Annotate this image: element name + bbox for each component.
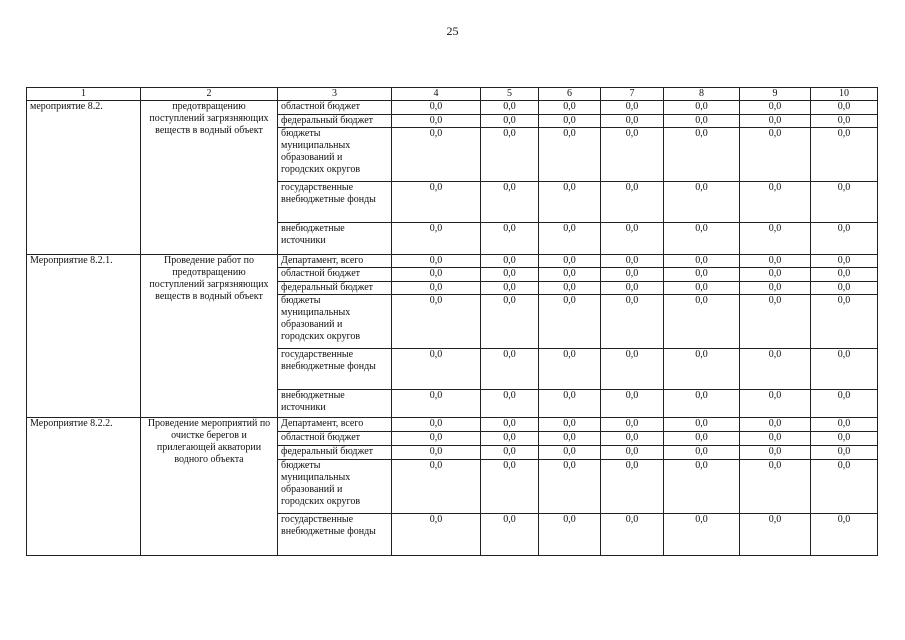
value-cell: 0,0: [539, 255, 601, 268]
column-header: 8: [664, 88, 740, 101]
value-cell: 0,0: [481, 418, 539, 432]
value-cell: 0,0: [740, 128, 811, 182]
value-cell: 0,0: [481, 282, 539, 295]
value-cell: 0,0: [392, 115, 481, 128]
funding-source: областной бюджет: [278, 101, 392, 115]
value-cell: 0,0: [601, 460, 664, 514]
value-cell: 0,0: [664, 349, 740, 390]
column-header: 2: [141, 88, 278, 101]
measure-name: Мероприятие 8.2.2.: [27, 418, 141, 556]
value-cell: 0,0: [601, 390, 664, 418]
value-cell: 0,0: [539, 101, 601, 115]
value-cell: 0,0: [740, 255, 811, 268]
value-cell: 0,0: [539, 223, 601, 255]
value-cell: 0,0: [740, 223, 811, 255]
value-cell: 0,0: [601, 128, 664, 182]
value-cell: 0,0: [601, 223, 664, 255]
measure-name: мероприятие 8.2.: [27, 101, 141, 255]
measure-description: Проведение работ по предотвращению поступлений загрязняющих веществ в водный объект: [141, 255, 278, 418]
value-cell: 0,0: [539, 268, 601, 282]
value-cell: 0,0: [601, 295, 664, 349]
value-cell: 0,0: [539, 115, 601, 128]
funding-source: областной бюджет: [278, 432, 392, 446]
value-cell: 0,0: [481, 432, 539, 446]
measure-description: Проведение мероприятий по очистке берегов и прилегающей акватории водного объекта: [141, 418, 278, 556]
measure-description: предотвращению поступлений загрязняющих веществ в водный объект: [141, 101, 278, 255]
value-cell: 0,0: [601, 446, 664, 460]
value-cell: 0,0: [481, 101, 539, 115]
value-cell: 0,0: [664, 514, 740, 556]
value-cell: 0,0: [740, 418, 811, 432]
funding-source: бюджеты муниципальных образований и городских округов: [278, 460, 392, 514]
value-cell: 0,0: [539, 418, 601, 432]
value-cell: 0,0: [664, 446, 740, 460]
value-cell: 0,0: [539, 128, 601, 182]
value-cell: 0,0: [481, 295, 539, 349]
value-cell: 0,0: [740, 268, 811, 282]
value-cell: 0,0: [539, 432, 601, 446]
funding-source: федеральный бюджет: [278, 446, 392, 460]
funding-source: государственные внебюджетные фонды: [278, 182, 392, 223]
value-cell: 0,0: [811, 282, 878, 295]
budget-table: [26, 87, 878, 556]
value-cell: 0,0: [601, 432, 664, 446]
value-cell: 0,0: [740, 446, 811, 460]
column-header: 1: [27, 88, 141, 101]
value-cell: 0,0: [811, 182, 878, 223]
value-cell: 0,0: [601, 255, 664, 268]
value-cell: 0,0: [664, 182, 740, 223]
value-cell: 0,0: [601, 268, 664, 282]
value-cell: 0,0: [481, 115, 539, 128]
column-header: 5: [481, 88, 539, 101]
value-cell: 0,0: [664, 295, 740, 349]
funding-source: Департамент, всего: [278, 418, 392, 432]
value-cell: 0,0: [601, 101, 664, 115]
value-cell: 0,0: [601, 349, 664, 390]
value-cell: 0,0: [664, 432, 740, 446]
value-cell: 0,0: [392, 128, 481, 182]
funding-source: Департамент, всего: [278, 255, 392, 268]
value-cell: 0,0: [740, 295, 811, 349]
value-cell: 0,0: [664, 282, 740, 295]
table-row: [27, 418, 878, 432]
value-cell: 0,0: [539, 295, 601, 349]
value-cell: 0,0: [539, 460, 601, 514]
value-cell: 0,0: [392, 349, 481, 390]
value-cell: 0,0: [811, 432, 878, 446]
value-cell: 0,0: [811, 223, 878, 255]
value-cell: 0,0: [664, 101, 740, 115]
value-cell: 0,0: [664, 460, 740, 514]
value-cell: 0,0: [740, 101, 811, 115]
table-row: [27, 101, 878, 115]
value-cell: 0,0: [392, 223, 481, 255]
column-header: 10: [811, 88, 878, 101]
value-cell: 0,0: [740, 182, 811, 223]
value-cell: 0,0: [740, 514, 811, 556]
value-cell: 0,0: [392, 418, 481, 432]
value-cell: 0,0: [811, 295, 878, 349]
funding-source: внебюджетные источники: [278, 223, 392, 255]
value-cell: 0,0: [392, 460, 481, 514]
value-cell: 0,0: [481, 460, 539, 514]
value-cell: 0,0: [539, 182, 601, 223]
value-cell: 0,0: [664, 418, 740, 432]
value-cell: 0,0: [740, 349, 811, 390]
column-header: 6: [539, 88, 601, 101]
value-cell: 0,0: [740, 460, 811, 514]
value-cell: 0,0: [481, 514, 539, 556]
column-header: 7: [601, 88, 664, 101]
column-header: 3: [278, 88, 392, 101]
column-header: 9: [740, 88, 811, 101]
value-cell: 0,0: [811, 460, 878, 514]
measure-name: Мероприятие 8.2.1.: [27, 255, 141, 418]
value-cell: 0,0: [811, 128, 878, 182]
value-cell: 0,0: [811, 349, 878, 390]
value-cell: 0,0: [539, 514, 601, 556]
funding-source: бюджеты муниципальных образований и городских округов: [278, 128, 392, 182]
header-row: [27, 88, 878, 101]
value-cell: 0,0: [392, 182, 481, 223]
value-cell: 0,0: [481, 349, 539, 390]
value-cell: 0,0: [392, 295, 481, 349]
value-cell: 0,0: [811, 268, 878, 282]
value-cell: 0,0: [539, 446, 601, 460]
funding-source: областной бюджет: [278, 268, 392, 282]
value-cell: 0,0: [392, 255, 481, 268]
value-cell: 0,0: [392, 446, 481, 460]
value-cell: 0,0: [664, 390, 740, 418]
value-cell: 0,0: [539, 390, 601, 418]
column-header: 4: [392, 88, 481, 101]
value-cell: 0,0: [481, 268, 539, 282]
value-cell: 0,0: [664, 255, 740, 268]
value-cell: 0,0: [392, 282, 481, 295]
funding-source: бюджеты муниципальных образований и городских округов: [278, 295, 392, 349]
value-cell: 0,0: [664, 268, 740, 282]
funding-source: внебюджетные источники: [278, 390, 392, 418]
value-cell: 0,0: [664, 115, 740, 128]
value-cell: 0,0: [481, 255, 539, 268]
value-cell: 0,0: [811, 514, 878, 556]
funding-source: государственные внебюджетные фонды: [278, 349, 392, 390]
value-cell: 0,0: [601, 115, 664, 128]
funding-source: федеральный бюджет: [278, 282, 392, 295]
value-cell: 0,0: [601, 182, 664, 223]
value-cell: 0,0: [811, 101, 878, 115]
funding-source: федеральный бюджет: [278, 115, 392, 128]
value-cell: 0,0: [664, 128, 740, 182]
value-cell: 0,0: [481, 390, 539, 418]
value-cell: 0,0: [392, 390, 481, 418]
value-cell: 0,0: [811, 115, 878, 128]
value-cell: 0,0: [811, 446, 878, 460]
value-cell: 0,0: [539, 349, 601, 390]
table-row: [27, 255, 878, 268]
value-cell: 0,0: [740, 282, 811, 295]
funding-source: государственные внебюджетные фонды: [278, 514, 392, 556]
value-cell: 0,0: [481, 128, 539, 182]
value-cell: 0,0: [481, 223, 539, 255]
value-cell: 0,0: [811, 390, 878, 418]
value-cell: 0,0: [481, 446, 539, 460]
value-cell: 0,0: [664, 223, 740, 255]
value-cell: 0,0: [601, 418, 664, 432]
value-cell: 0,0: [811, 418, 878, 432]
value-cell: 0,0: [392, 268, 481, 282]
page-number: 25: [446, 24, 459, 38]
value-cell: 0,0: [481, 182, 539, 223]
value-cell: 0,0: [811, 255, 878, 268]
value-cell: 0,0: [740, 115, 811, 128]
value-cell: 0,0: [740, 432, 811, 446]
value-cell: 0,0: [539, 282, 601, 295]
value-cell: 0,0: [392, 101, 481, 115]
value-cell: 0,0: [601, 282, 664, 295]
value-cell: 0,0: [392, 514, 481, 556]
value-cell: 0,0: [601, 514, 664, 556]
value-cell: 0,0: [740, 390, 811, 418]
value-cell: 0,0: [392, 432, 481, 446]
